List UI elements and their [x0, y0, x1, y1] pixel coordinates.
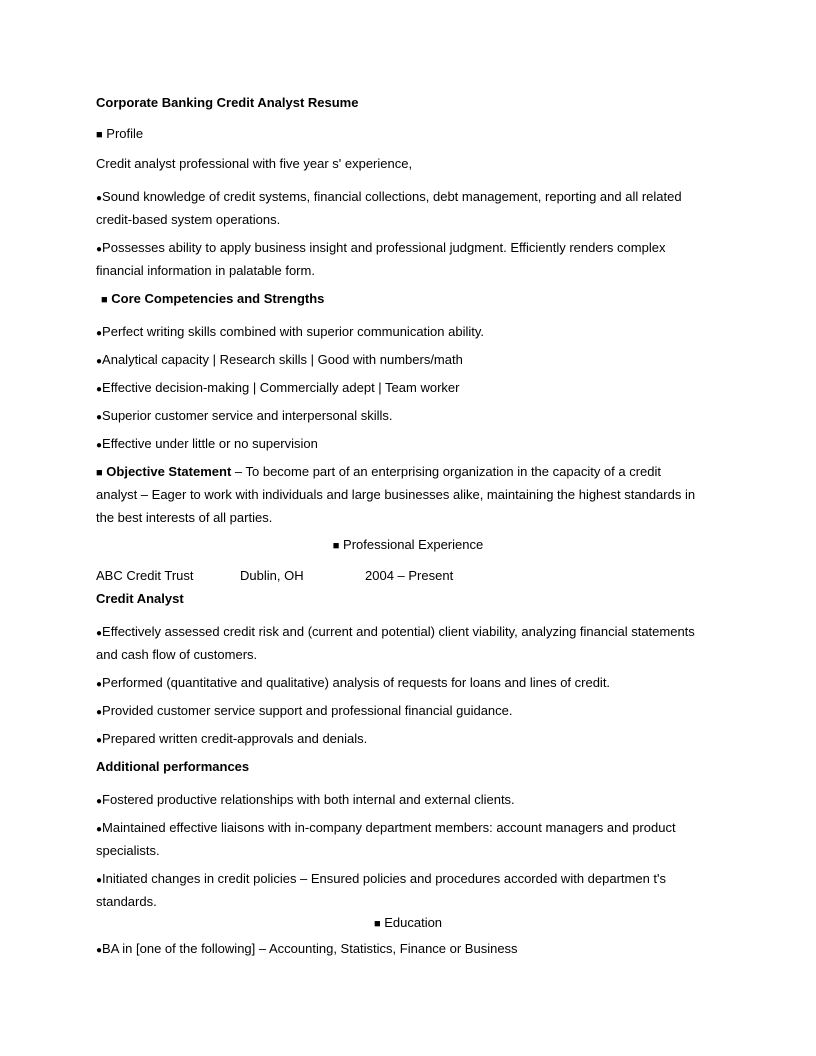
list-item: ●Sound knowledge of credit systems, financial collections, debt management, reporting and all related [96, 189, 682, 204]
bullet-icon: ● [96, 735, 103, 746]
dates: 2004 – Present [365, 568, 454, 583]
bullet-icon: ● [96, 796, 103, 807]
list-item: ●Perfect writing skills combined with superior communication ability. [96, 324, 485, 339]
bullet-icon: ● [96, 628, 103, 639]
square-bullet-icon: ■ [96, 467, 103, 479]
location: Dublin, OH [240, 568, 304, 583]
list-item-continuation: credit-based system operations. [96, 212, 281, 227]
square-bullet-icon: ■ [332, 540, 340, 552]
list-item: ●Superior customer service and interpersonal skills. [96, 408, 393, 423]
list-item: ●Analytical capacity | Research skills | Good with numbers/math [96, 352, 463, 367]
list-item: ●Maintained effective liaisons with in-company department members: account managers and product [96, 820, 676, 835]
bullet-icon: ● [96, 875, 103, 886]
list-item-continuation: specialists. [96, 843, 160, 858]
square-bullet-icon: ■ [101, 294, 108, 306]
list-item: ●Effective under little or no supervision [96, 436, 318, 451]
objective-text: analyst – Eager to work with individuals and large businesses alike, maintaining the highest standards in [96, 487, 696, 502]
bullet-icon: ● [96, 945, 103, 956]
list-item: ●Initiated changes in credit policies – Ensured policies and procedures accorded with departmen t's [96, 871, 667, 886]
list-item: ●Effectively assessed credit risk and (current and potential) client viability, analyzing financial statements [96, 624, 695, 639]
resume-title: Corporate Banking Credit Analyst Resume [96, 95, 359, 110]
list-item-continuation: and cash flow of customers. [96, 647, 258, 662]
experience-heading: ■ Professional Experience [332, 537, 484, 552]
profile-heading: ■ Profile [96, 126, 144, 141]
employer: ABC Credit Trust [96, 568, 194, 583]
role: Credit Analyst [96, 591, 184, 606]
additional-heading: Additional performances [96, 759, 250, 774]
objective-heading: Objective Statement [106, 464, 232, 479]
list-item: ●Fostered productive relationships with both internal and external clients. [96, 792, 515, 807]
bullet-icon: ● [96, 244, 103, 255]
education-heading: ■ Education [373, 915, 443, 930]
bullet-icon: ● [96, 328, 103, 339]
bullet-icon: ● [96, 356, 103, 367]
objective-line: ■ Objective Statement – To become part of an enterprising organization in the capacity of a credit [96, 464, 662, 479]
list-item: ●Provided customer service support and professional financial guidance. [96, 703, 513, 718]
list-item: ●Possesses ability to apply business insight and professional judgment. Efficiently renders complex [96, 240, 666, 255]
bullet-icon: ● [96, 412, 103, 423]
bullet-icon: ● [96, 384, 103, 395]
list-item: ●Effective decision-making | Commercially adept | Team worker [96, 380, 460, 395]
bullet-icon: ● [96, 679, 103, 690]
profile-intro: Credit analyst professional with five year s' experience, [96, 156, 413, 171]
list-item-continuation: standards. [96, 894, 157, 909]
square-bullet-icon: ■ [373, 918, 381, 930]
bullet-icon: ● [96, 824, 103, 835]
list-item: ●Prepared written credit-approvals and denials. [96, 731, 368, 746]
square-bullet-icon: ■ [96, 129, 103, 141]
list-item-continuation: financial information in palatable form. [96, 263, 315, 278]
list-item: ●Performed (quantitative and qualitative) analysis of requests for loans and lines of credit. [96, 675, 611, 690]
bullet-icon: ● [96, 440, 103, 451]
competencies-heading: ■ Core Competencies and Strengths [101, 291, 325, 306]
bullet-icon: ● [96, 193, 103, 204]
bullet-icon: ● [96, 707, 103, 718]
objective-text: the best interests of all parties. [96, 510, 273, 525]
list-item: ●BA in [one of the following] – Accounting, Statistics, Finance or Business [96, 941, 518, 956]
